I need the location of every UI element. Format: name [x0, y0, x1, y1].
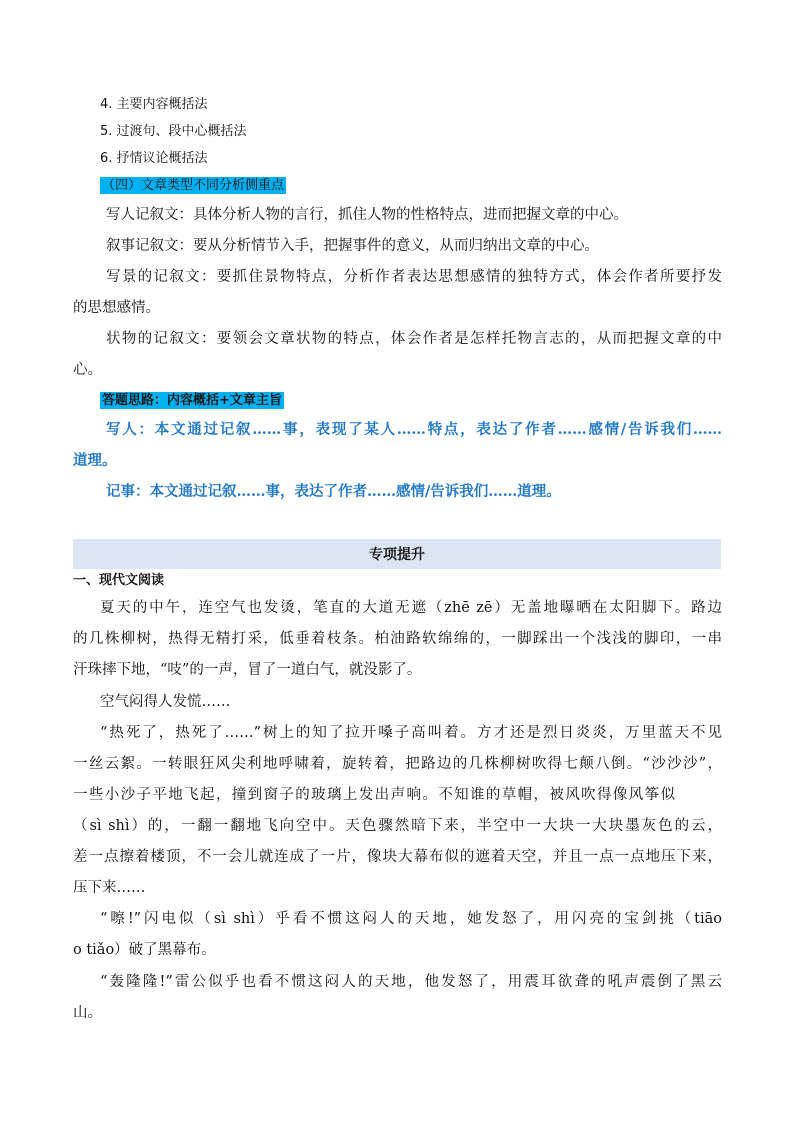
paragraph-object-line2: 心。: [73, 362, 102, 378]
paragraph-scenery-line1: 写景的记叙文：要抓住景物特点，分析作者表达思想感情的独特方式，体会作者所要抒发: [106, 269, 722, 285]
reading-para3-line3: 一些小沙子平地飞起，撞到窗子的玻璃上发出声响。不知谁的草帽，被风吹得像风筝似: [73, 787, 675, 803]
reading-para3-line4: （sì shì）的，一翻一翻地飞向空中。天色骤然暗下来，半空中一大块一大块墨灰色的云，: [73, 818, 722, 834]
answer-person-line2: 道理。: [73, 452, 117, 469]
reading-para1-line3: 汗珠摔下地，“吱”的一声，冒了一道白气，就没影了。: [73, 662, 422, 678]
answer-event: 记事：本文通过记叙……事，表达了作者……感情/告诉我们……道理。: [106, 483, 561, 500]
reading-para3-line2: 一丝云絮。一转眼狂风尖利地呼啸着，旋转着，把路边的几株柳树吹得七颠八倒。“沙沙沙”，: [73, 756, 722, 772]
reading-para4-line2: o tiǎo）破了黑幕布。: [73, 942, 216, 958]
answer-label-text: 答题思路：内容概括+文章主旨: [102, 393, 282, 408]
paragraph-event: 叙事记叙文：要从分析情节入手，把握事件的意义，从而归纳出文章的中心。: [106, 238, 599, 254]
reading-heading: 一、现代文阅读: [73, 573, 165, 588]
reading-para4-line1: “嚓!”闪电似（sì shì）乎看不惯这闷人的天地，她发怒了，用闪亮的宝剑挑（tiāo: [100, 911, 722, 927]
banner-title: 专项提升: [369, 547, 425, 563]
reading-para1-line2: 的几株柳树，热得无精打采，低垂着枝条。柏油路软绵绵的，一脚踩出一个浅浅的脚印，一串: [73, 631, 722, 647]
reading-para5-line1: “轰隆隆!”雷公似乎也看不惯这闷人的天地，他发怒了，用震耳欲聋的吼声震倒了黑云: [100, 974, 722, 990]
reading-para5-line2: 山。: [73, 1005, 102, 1021]
paragraph-object-line1: 状物的记叙文：要领会文章状物的特点，体会作者是怎样托物言志的，从而把握文章的中: [106, 331, 722, 347]
reading-para3-line6: 压下来……: [73, 880, 146, 896]
answer-person-line1: 写人：本文通过记叙……事，表现了某人……特点，表达了作者……感情/告诉我们……: [106, 421, 722, 438]
reading-para2: 空气闷得人发慌……: [100, 694, 231, 710]
method-item-4: 4. 主要内容概括法: [100, 97, 208, 112]
paragraph-scenery-line2: 的思想感情。: [73, 300, 160, 316]
reading-para1-line1: 夏天的中午，连空气也发烫，笔直的大道无遮（zhē zē）无盖地曝晒在太阳脚下。路边: [100, 600, 722, 616]
method-item-6: 6. 抒情议论概括法: [100, 151, 208, 166]
answer-label: [100, 391, 284, 411]
section-heading: [100, 176, 286, 196]
method-item-5: 5. 过渡句、段中心概括法: [100, 124, 247, 139]
paragraph-person: 写人记叙文：具体分析人物的言行，抓住人物的性格特点，进而把握文章的中心。: [106, 207, 628, 223]
section-heading-text: （四）文章类型不同分析侧重点: [102, 178, 285, 193]
section-banner: [73, 539, 721, 569]
reading-para3-line5: 差一点擦着楼顶，不一会儿就连成了一片，像块大幕布似的遮着天空，并且一点一点地压下来，: [73, 849, 722, 865]
reading-para3-line1: “热死了，热死了……”树上的知了拉开嗓子高叫着。方才还是烈日炎炎，万里蓝天不见: [100, 725, 722, 741]
